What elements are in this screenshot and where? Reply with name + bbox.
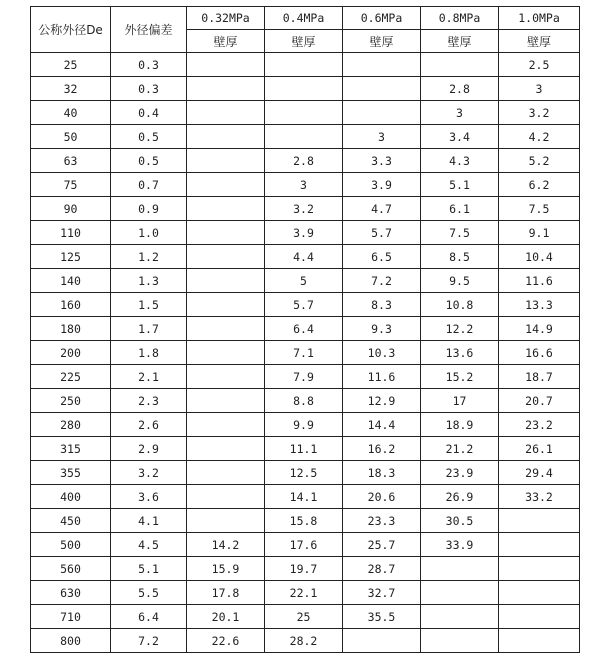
cell-wall-1-0mpa: 29.4: [499, 461, 580, 485]
cell-od-tolerance: 4.5: [111, 533, 187, 557]
cell-wall-0-8mpa: 33.9: [421, 533, 499, 557]
cell-wall-0-8mpa: 7.5: [421, 221, 499, 245]
cell-nominal-od: 110: [31, 221, 111, 245]
cell-wall-0-6mpa: 3.9: [343, 173, 421, 197]
cell-od-tolerance: 1.8: [111, 341, 187, 365]
cell-nominal-od: 315: [31, 437, 111, 461]
table-row: [31, 269, 580, 293]
cell-wall-0-4mpa: 2.8: [265, 149, 343, 173]
cell-wall-1-0mpa: 6.2: [499, 173, 580, 197]
cell-wall-0-32mpa: 15.9: [187, 557, 265, 581]
cell-nominal-od: 90: [31, 197, 111, 221]
cell-wall-0-6mpa: 6.5: [343, 245, 421, 269]
cell-wall-0-8mpa: 12.2: [421, 317, 499, 341]
header-wall-thickness: 壁厚: [421, 30, 499, 53]
cell-wall-1-0mpa: 23.2: [499, 413, 580, 437]
cell-nominal-od: 710: [31, 605, 111, 629]
cell-od-tolerance: 0.5: [111, 125, 187, 149]
cell-wall-1-0mpa: 7.5: [499, 197, 580, 221]
cell-od-tolerance: 1.0: [111, 221, 187, 245]
cell-nominal-od: 560: [31, 557, 111, 581]
cell-wall-1-0mpa: 13.3: [499, 293, 580, 317]
table-body: [31, 53, 580, 653]
table-row: [31, 221, 580, 245]
cell-nominal-od: 140: [31, 269, 111, 293]
table-row: [31, 485, 580, 509]
cell-wall-1-0mpa: [499, 533, 580, 557]
cell-wall-0-4mpa: 25: [265, 605, 343, 629]
cell-nominal-od: 225: [31, 365, 111, 389]
cell-od-tolerance: 1.7: [111, 317, 187, 341]
table-row: [31, 629, 580, 653]
cell-od-tolerance: 1.5: [111, 293, 187, 317]
cell-wall-1-0mpa: 10.4: [499, 245, 580, 269]
cell-nominal-od: 40: [31, 101, 111, 125]
cell-wall-0-6mpa: 25.7: [343, 533, 421, 557]
header-wall-thickness: 壁厚: [265, 30, 343, 53]
cell-wall-1-0mpa: [499, 581, 580, 605]
cell-nominal-od: 63: [31, 149, 111, 173]
cell-wall-0-8mpa: 3: [421, 101, 499, 125]
cell-wall-1-0mpa: 4.2: [499, 125, 580, 149]
table-row: [31, 293, 580, 317]
cell-od-tolerance: 2.9: [111, 437, 187, 461]
cell-nominal-od: 200: [31, 341, 111, 365]
cell-wall-1-0mpa: 18.7: [499, 365, 580, 389]
cell-wall-0-32mpa: [187, 221, 265, 245]
table-row: [31, 101, 580, 125]
cell-nominal-od: 125: [31, 245, 111, 269]
table-row: [31, 245, 580, 269]
cell-wall-0-4mpa: 12.5: [265, 461, 343, 485]
cell-wall-0-4mpa: 3.9: [265, 221, 343, 245]
cell-wall-0-8mpa: 15.2: [421, 365, 499, 389]
cell-wall-0-8mpa: 23.9: [421, 461, 499, 485]
cell-wall-0-6mpa: 5.7: [343, 221, 421, 245]
cell-wall-0-32mpa: [187, 53, 265, 77]
header-wall-thickness: 壁厚: [187, 30, 265, 53]
cell-wall-0-32mpa: 17.8: [187, 581, 265, 605]
cell-wall-0-32mpa: 20.1: [187, 605, 265, 629]
cell-wall-0-4mpa: 5: [265, 269, 343, 293]
table-row: [31, 605, 580, 629]
cell-wall-0-6mpa: [343, 77, 421, 101]
cell-wall-0-6mpa: 16.2: [343, 437, 421, 461]
cell-wall-0-4mpa: 15.8: [265, 509, 343, 533]
cell-wall-1-0mpa: 33.2: [499, 485, 580, 509]
cell-wall-0-32mpa: [187, 101, 265, 125]
cell-wall-0-6mpa: 9.3: [343, 317, 421, 341]
header-pressure: 0.6MPa: [343, 7, 421, 30]
cell-wall-0-32mpa: [187, 149, 265, 173]
cell-wall-0-4mpa: 17.6: [265, 533, 343, 557]
cell-od-tolerance: 3.6: [111, 485, 187, 509]
cell-wall-0-8mpa: [421, 53, 499, 77]
cell-wall-0-4mpa: 28.2: [265, 629, 343, 653]
cell-od-tolerance: 0.5: [111, 149, 187, 173]
cell-od-tolerance: 2.6: [111, 413, 187, 437]
cell-wall-0-32mpa: [187, 125, 265, 149]
cell-wall-1-0mpa: [499, 557, 580, 581]
cell-wall-0-8mpa: 30.5: [421, 509, 499, 533]
cell-wall-0-4mpa: 11.1: [265, 437, 343, 461]
cell-wall-0-4mpa: 19.7: [265, 557, 343, 581]
cell-wall-0-8mpa: 4.3: [421, 149, 499, 173]
cell-od-tolerance: 5.1: [111, 557, 187, 581]
header-wall-thickness: 壁厚: [499, 30, 580, 53]
cell-wall-0-4mpa: 9.9: [265, 413, 343, 437]
cell-nominal-od: 450: [31, 509, 111, 533]
cell-wall-0-6mpa: 8.3: [343, 293, 421, 317]
cell-wall-0-32mpa: [187, 173, 265, 197]
cell-wall-0-4mpa: 8.8: [265, 389, 343, 413]
header-wall-thickness: 壁厚: [343, 30, 421, 53]
cell-nominal-od: 75: [31, 173, 111, 197]
header-pressure: 0.8MPa: [421, 7, 499, 30]
cell-wall-0-4mpa: 5.7: [265, 293, 343, 317]
cell-wall-0-32mpa: [187, 413, 265, 437]
cell-nominal-od: 180: [31, 317, 111, 341]
cell-wall-0-32mpa: [187, 269, 265, 293]
cell-wall-0-6mpa: [343, 629, 421, 653]
cell-wall-0-32mpa: [187, 485, 265, 509]
cell-nominal-od: 400: [31, 485, 111, 509]
cell-od-tolerance: 5.5: [111, 581, 187, 605]
cell-od-tolerance: 1.3: [111, 269, 187, 293]
pipe-wall-thickness-table: [30, 6, 580, 653]
cell-wall-1-0mpa: 5.2: [499, 149, 580, 173]
cell-wall-1-0mpa: 20.7: [499, 389, 580, 413]
cell-wall-0-6mpa: 10.3: [343, 341, 421, 365]
header-od-tolerance: 外径偏差: [111, 7, 187, 53]
cell-wall-0-32mpa: [187, 341, 265, 365]
cell-wall-0-8mpa: 21.2: [421, 437, 499, 461]
cell-wall-0-4mpa: 3.2: [265, 197, 343, 221]
cell-wall-0-32mpa: [187, 365, 265, 389]
cell-wall-0-6mpa: 3: [343, 125, 421, 149]
cell-wall-0-4mpa: [265, 125, 343, 149]
cell-nominal-od: 280: [31, 413, 111, 437]
table-row: [31, 197, 580, 221]
cell-wall-0-32mpa: [187, 389, 265, 413]
cell-wall-0-32mpa: [187, 437, 265, 461]
table-row: [31, 557, 580, 581]
cell-nominal-od: 355: [31, 461, 111, 485]
table-row: [31, 437, 580, 461]
header-nominal-od: 公称外径De: [31, 7, 111, 53]
cell-wall-0-32mpa: 14.2: [187, 533, 265, 557]
cell-wall-1-0mpa: [499, 509, 580, 533]
header-pressure: 0.4MPa: [265, 7, 343, 30]
cell-wall-0-32mpa: [187, 245, 265, 269]
cell-wall-0-8mpa: [421, 629, 499, 653]
cell-wall-0-32mpa: [187, 77, 265, 101]
cell-wall-0-6mpa: 12.9: [343, 389, 421, 413]
cell-wall-0-8mpa: 18.9: [421, 413, 499, 437]
cell-od-tolerance: 2.3: [111, 389, 187, 413]
table-row: [31, 53, 580, 77]
cell-wall-1-0mpa: 14.9: [499, 317, 580, 341]
cell-wall-0-6mpa: 20.6: [343, 485, 421, 509]
cell-wall-1-0mpa: 9.1: [499, 221, 580, 245]
cell-wall-1-0mpa: 3.2: [499, 101, 580, 125]
cell-wall-1-0mpa: 2.5: [499, 53, 580, 77]
cell-wall-1-0mpa: [499, 629, 580, 653]
cell-wall-0-8mpa: [421, 581, 499, 605]
cell-nominal-od: 250: [31, 389, 111, 413]
table-row: [31, 173, 580, 197]
header-pressure: 0.32MPa: [187, 7, 265, 30]
cell-od-tolerance: 0.4: [111, 101, 187, 125]
cell-wall-0-32mpa: 22.6: [187, 629, 265, 653]
cell-wall-0-4mpa: 3: [265, 173, 343, 197]
cell-wall-0-6mpa: 3.3: [343, 149, 421, 173]
cell-od-tolerance: 3.2: [111, 461, 187, 485]
cell-wall-0-6mpa: 18.3: [343, 461, 421, 485]
cell-wall-0-8mpa: 8.5: [421, 245, 499, 269]
cell-wall-0-6mpa: [343, 53, 421, 77]
table-row: [31, 125, 580, 149]
cell-od-tolerance: 4.1: [111, 509, 187, 533]
header-pressure: 1.0MPa: [499, 7, 580, 30]
cell-wall-0-6mpa: 14.4: [343, 413, 421, 437]
cell-wall-0-32mpa: [187, 461, 265, 485]
cell-od-tolerance: 0.9: [111, 197, 187, 221]
cell-wall-0-8mpa: 17: [421, 389, 499, 413]
cell-nominal-od: 500: [31, 533, 111, 557]
cell-wall-1-0mpa: 11.6: [499, 269, 580, 293]
cell-wall-0-8mpa: 3.4: [421, 125, 499, 149]
cell-wall-0-6mpa: 4.7: [343, 197, 421, 221]
table-row: [31, 365, 580, 389]
cell-wall-0-8mpa: 5.1: [421, 173, 499, 197]
cell-nominal-od: 32: [31, 77, 111, 101]
cell-nominal-od: 630: [31, 581, 111, 605]
cell-wall-0-8mpa: [421, 557, 499, 581]
table-row: [31, 317, 580, 341]
cell-wall-1-0mpa: 16.6: [499, 341, 580, 365]
cell-wall-0-4mpa: 22.1: [265, 581, 343, 605]
cell-wall-0-6mpa: 28.7: [343, 557, 421, 581]
cell-wall-0-8mpa: 13.6: [421, 341, 499, 365]
header-row-pressure: [31, 7, 580, 30]
cell-wall-1-0mpa: [499, 605, 580, 629]
cell-wall-0-32mpa: [187, 293, 265, 317]
cell-wall-0-6mpa: 7.2: [343, 269, 421, 293]
table-row: [31, 389, 580, 413]
cell-nominal-od: 160: [31, 293, 111, 317]
cell-wall-1-0mpa: 26.1: [499, 437, 580, 461]
cell-od-tolerance: 6.4: [111, 605, 187, 629]
cell-nominal-od: 800: [31, 629, 111, 653]
table-row: [31, 581, 580, 605]
cell-wall-0-6mpa: [343, 101, 421, 125]
cell-od-tolerance: 2.1: [111, 365, 187, 389]
cell-od-tolerance: 0.3: [111, 77, 187, 101]
cell-nominal-od: 25: [31, 53, 111, 77]
cell-nominal-od: 50: [31, 125, 111, 149]
cell-wall-0-8mpa: 6.1: [421, 197, 499, 221]
cell-wall-0-4mpa: [265, 101, 343, 125]
cell-od-tolerance: 1.2: [111, 245, 187, 269]
cell-od-tolerance: 7.2: [111, 629, 187, 653]
cell-wall-0-6mpa: 23.3: [343, 509, 421, 533]
cell-od-tolerance: 0.7: [111, 173, 187, 197]
cell-wall-0-4mpa: 14.1: [265, 485, 343, 509]
table-row: [31, 413, 580, 437]
table-row: [31, 149, 580, 173]
cell-wall-0-8mpa: 9.5: [421, 269, 499, 293]
cell-wall-0-8mpa: 26.9: [421, 485, 499, 509]
table-header: [31, 7, 580, 53]
table-row: [31, 341, 580, 365]
cell-wall-0-4mpa: 6.4: [265, 317, 343, 341]
cell-wall-0-8mpa: [421, 605, 499, 629]
table-row: [31, 77, 580, 101]
cell-wall-0-4mpa: 7.9: [265, 365, 343, 389]
cell-wall-0-4mpa: [265, 53, 343, 77]
cell-wall-1-0mpa: 3: [499, 77, 580, 101]
cell-wall-0-32mpa: [187, 197, 265, 221]
cell-wall-0-4mpa: 7.1: [265, 341, 343, 365]
cell-wall-0-32mpa: [187, 509, 265, 533]
cell-wall-0-8mpa: 10.8: [421, 293, 499, 317]
cell-wall-0-4mpa: [265, 77, 343, 101]
cell-wall-0-6mpa: 35.5: [343, 605, 421, 629]
table-row: [31, 509, 580, 533]
cell-wall-0-32mpa: [187, 317, 265, 341]
cell-wall-0-4mpa: 4.4: [265, 245, 343, 269]
table-row: [31, 461, 580, 485]
cell-od-tolerance: 0.3: [111, 53, 187, 77]
cell-wall-0-8mpa: 2.8: [421, 77, 499, 101]
cell-wall-0-6mpa: 11.6: [343, 365, 421, 389]
table-row: [31, 533, 580, 557]
cell-wall-0-6mpa: 32.7: [343, 581, 421, 605]
